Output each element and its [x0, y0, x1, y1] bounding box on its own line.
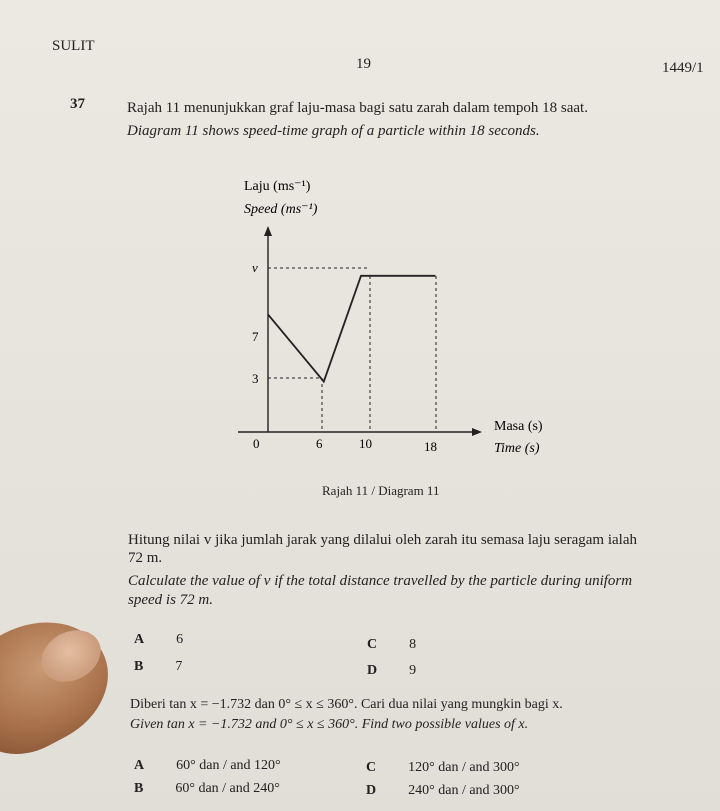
x-tick-0: 0 [253, 436, 260, 451]
q38-option-b-letter: B [134, 781, 144, 796]
question-37-english-text-2: speed is 72 m. [128, 592, 213, 608]
q38-option-b[interactable] [134, 779, 280, 797]
y-tick-v: v [252, 260, 258, 275]
question-37-english-intro: Diagram 11 shows speed-time graph of a particle within 18 seconds. [127, 123, 540, 139]
q37-option-a-value: 6 [176, 632, 184, 647]
question-37-english-text-1: Calculate the value of v if the total distance travelled by the particle during uniform [128, 573, 633, 589]
q38-option-c-letter: C [366, 760, 377, 775]
q38-option-a-value: 60° dan / and 120° [176, 758, 281, 773]
q37-option-b-value: 7 [175, 659, 183, 674]
y-tick-7: 7 [252, 329, 259, 344]
question-37-malay-text-2: 72 m. [128, 550, 163, 566]
q38-option-a[interactable] [134, 756, 281, 774]
y-tick-3: 3 [252, 371, 259, 386]
q38-option-c[interactable] [366, 758, 520, 776]
q37-option-b-letter: B [134, 659, 144, 674]
question-37-malay-intro: Rajah 11 menunjukkan graf laju-masa bagi satu zarah dalam tempoh 18 saat. [127, 100, 588, 116]
q37-option-b[interactable] [134, 657, 182, 675]
q37-option-c-letter: C [367, 637, 378, 652]
q37-option-c[interactable] [367, 635, 416, 653]
x-axis-label-english: Time (s) [494, 441, 540, 456]
diagram-caption: Rajah 11 / Diagram 11 [322, 483, 440, 498]
x-tick-18: 18 [424, 439, 437, 454]
page-number: 19 [356, 56, 371, 72]
question-38-malay-text: Diberi tan x = −1.732 dan 0° ≤ x ≤ 360°. Cari dua nilai yang mungkin bagi x. [130, 697, 563, 712]
question-37-number: 37 [70, 96, 85, 112]
q37-option-c-value: 8 [409, 637, 417, 652]
x-axis-arrow [472, 428, 482, 436]
q37-option-a-letter: A [134, 632, 145, 647]
x-axis-label-malay: Masa (s) [494, 419, 543, 434]
q37-option-d-value: 9 [409, 663, 417, 678]
speed-time-line [268, 276, 435, 382]
question-37-malay-text-1: Hitung nilai v jika jumlah jarak yang dilalui oleh zarah itu semasa laju seragam ialah [128, 532, 638, 548]
q38-option-d-letter: D [366, 783, 377, 798]
q38-option-c-value: 120° dan / and 300° [408, 760, 520, 775]
y-axis-label-malay: Laju (ms⁻¹) [244, 179, 311, 194]
x-tick-6: 6 [316, 436, 323, 451]
question-38-english-text: Given tan x = −1.732 and 0° ≤ x ≤ 360°. Find two possible values of x. [130, 717, 529, 732]
q37-option-a[interactable] [134, 630, 183, 648]
y-axis-label-english: Speed (ms⁻¹) [244, 202, 318, 217]
q38-option-d[interactable] [366, 781, 520, 799]
q38-option-a-letter: A [134, 758, 145, 773]
q38-option-b-value: 60° dan / and 240° [175, 781, 280, 796]
x-tick-10: 10 [359, 436, 372, 451]
y-axis-arrow [264, 226, 272, 236]
sulit-label: SULIT [52, 38, 95, 54]
paper-code: 1449/1 [662, 60, 704, 76]
q37-option-d-letter: D [367, 663, 378, 678]
q38-option-d-value: 240° dan / and 300° [408, 783, 520, 798]
q37-option-d[interactable] [367, 661, 416, 679]
